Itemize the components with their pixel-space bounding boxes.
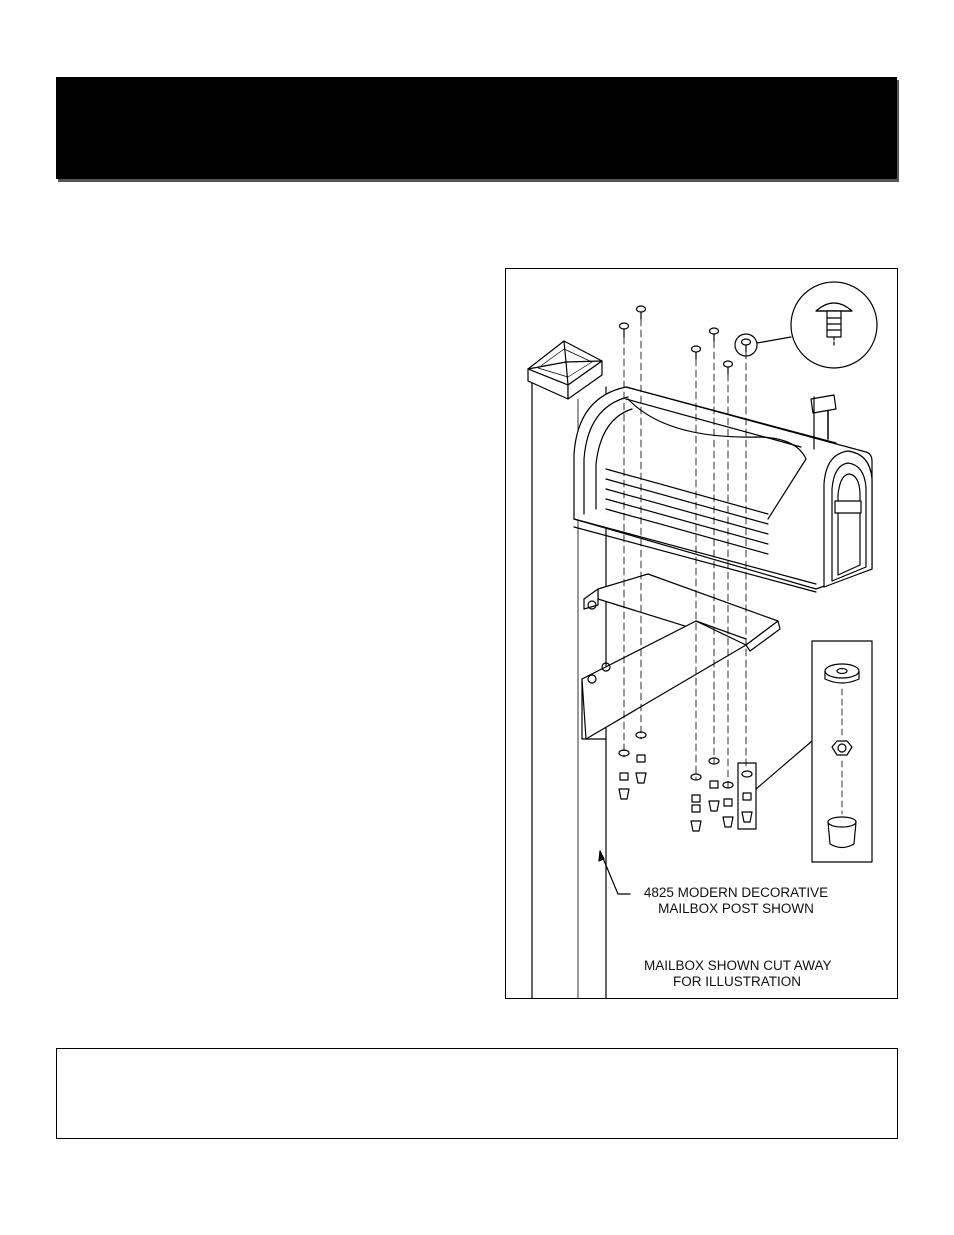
post-leader (599, 851, 630, 894)
cutaway-note (644, 958, 830, 990)
note-box (56, 1048, 898, 1139)
hardware-detail-callout (812, 641, 872, 862)
cutaway-note-line-2: FOR ILLUSTRATION (672, 974, 801, 989)
post-label-line-2: MAILBOX POST SHOWN (658, 901, 814, 916)
bolt-detail-callout (757, 282, 877, 368)
assembly-figure (505, 268, 898, 999)
post-label-line-1: 4825 MODERN DECORATIVE (643, 885, 829, 900)
post-model-label (630, 885, 842, 917)
hardware-stack (619, 732, 812, 831)
cutaway-note-line-1: MAILBOX SHOWN CUT AWAY (644, 958, 832, 973)
mounting-bracket (582, 574, 780, 739)
title-banner (56, 77, 897, 179)
mailbox (574, 387, 872, 592)
